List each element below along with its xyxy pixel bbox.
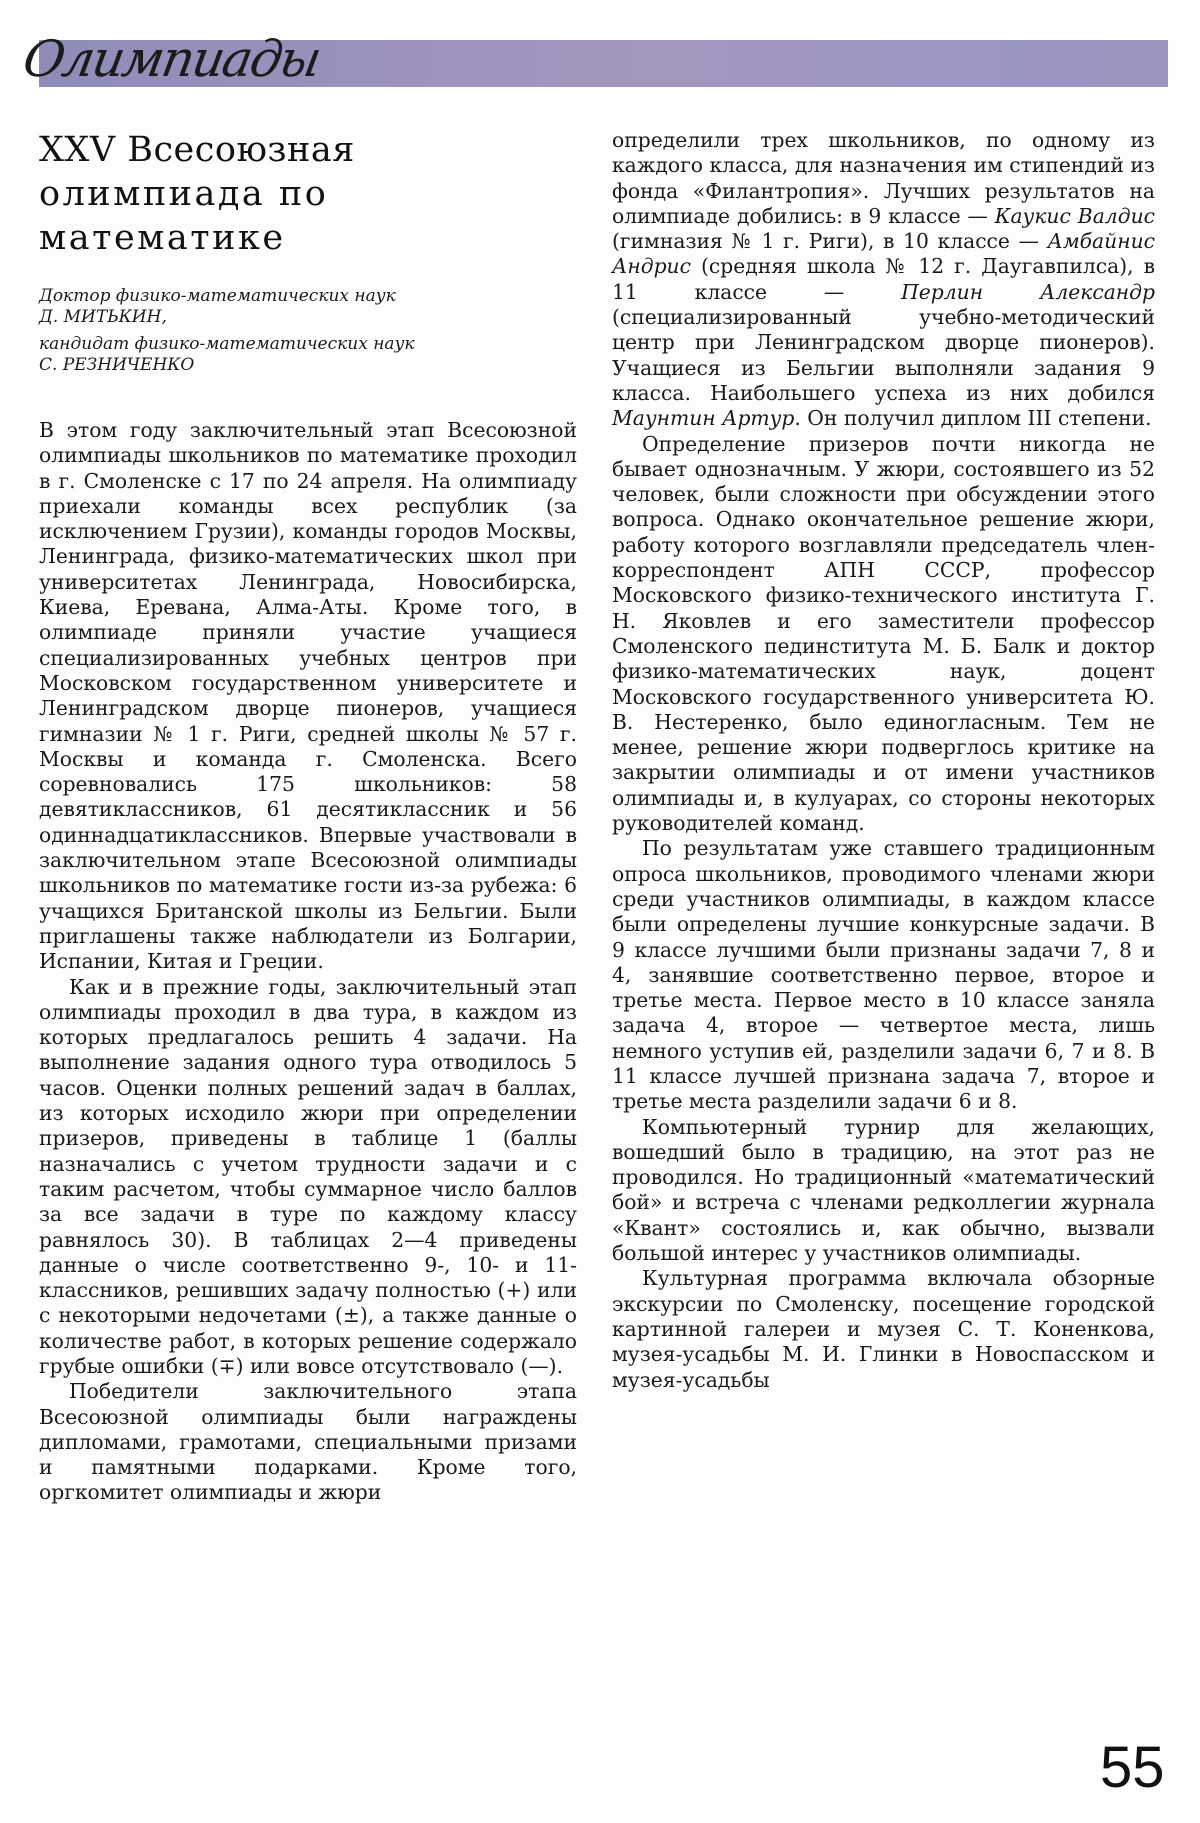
left-body-text	[39, 418, 577, 1506]
paragraph: Компьютерный турнир для желающих, вошедший было в традицию, на этот раз не проводился. Но традиционный «математический бой» и встреча с членами редколлегии журнала «Квант» состоялись и, как обычно, вызвали большой интерес у участников олимпиады.	[612, 1114, 1155, 1266]
winner-11th-grade: Перлин Александр	[901, 279, 1155, 304]
text-span: определили трех школьников, по одному из каждого класса, для назначения им стипендий из фонда «Филантропия». Лучших результатов на олимпиаде добились: в 9 классе —	[612, 128, 1155, 228]
text-span: (средняя школа № 12 г. Даугавпилса), в 11 классе —	[612, 254, 1155, 304]
winner-belgium: Маунтин Артур	[612, 406, 795, 431]
text-span: (специализированный учебно-методический центр при Ленинградском дворце пионеров). Учащиеся из Бельгии выполняли задания 9 класса. Наибольшего успеха из них добился	[612, 305, 1155, 405]
article-title-line-2: олимпиада по математике	[39, 174, 329, 258]
author-1-role: Доктор физико-математических наук	[39, 286, 396, 306]
section-rubric: Олимпиады	[18, 30, 325, 88]
paragraph: По результатам уже ставшего традиционным опроса школьников, проводимого членами жюри среди участников олимпиады, в каждом классе были определены лучшие конкурсные задачи. В 9 классе лучшими были признаны задачи 7, 8 и 4, занявшие соответственно первое, второе и третье места. Первое место в 10 классе заняла задача 4, второе — четвертое места, лишь немного уступив ей, разделили задачи 6, 7 и 8. В 11 классе лучшей признана задача 7, второе и третье места разделили задачи 6 и 8.	[612, 836, 1155, 1114]
winner-9th-grade: Каукис Валдис	[994, 203, 1155, 228]
text-span: . Он получил диплом III степени.	[794, 406, 1152, 431]
author-1-name: Д. МИТЬКИН,	[39, 307, 167, 327]
article-title	[39, 128, 577, 260]
article-title-line-1: XXV Всесоюзная	[39, 130, 355, 170]
paragraph: Как и в прежние годы, заключительный этап олимпиады проходил в два тура, в каждом из которых предлагалось решить 4 задачи. На выполнение задания одного тура отводилось 5 часов. Оценки полных решений задач в баллах, из которых исходило жюри при определении призеров, приведены в таблице 1 (баллы назначались с учетом трудности задачи и с таким расчетом, чтобы суммарное число баллов за все задачи в туре по каждому классу равнялось 30). В таблицах 2—4 приведены данные о числе соответственно 9-, 10- и 11-классников, решивших задачу полностью (+) или с некоторыми недочетами (±), а также данные о количестве работ, в которых решение содержало грубые ошибки (∓) или вовсе отсутствовало (—).	[39, 974, 577, 1378]
author-2-name: С. РЕЗНИЧЕНКО	[39, 355, 195, 375]
paragraph: Победители заключительного этапа Всесоюзной олимпиады были награждены дипломами, грамотами, специальными призами и памятными подарками. Кроме того, оргкомитет олимпиады и жюри	[39, 1379, 577, 1505]
article-authors	[39, 286, 577, 376]
author-2-role: кандидат физико-математических наук	[39, 334, 415, 354]
right-column	[612, 128, 1155, 1393]
paragraph-winners	[612, 128, 1155, 432]
paragraph: В этом году заключительный этап Всесоюзной олимпиады школьников по математике проходил в г. Смоленске с 17 по 24 апреля. На олимпиаду приехали команды всех республик (за исключением Грузии), команды городов Москвы, Ленинграда, физико-математических школ при университетах Ленинграда, Новосибирска, Киева, Еревана, Алма-Аты. Кроме того, в олимпиаде приняли участие учащиеся специализированных учебных центров при Московском государственном университете и Ленинградском дворце пионеров, учащиеся гимназии № 1 г. Риги, средней школы № 57 г. Москвы и команда г. Смоленска. Всего соревновались 175 школьников: 58 девятиклассников, 61 десятиклассник и 56 одиннадцатиклассников. Впервые участвовали в заключительном этапе Всесоюзной олимпиады школьников по математике гости из-за рубежа: 6 учащихся Британской школы из Бельгии. Были приглашены также наблюдатели из Болгарии, Испании, Китая и Греции.	[39, 418, 577, 974]
paragraph: Определение призеров почти никогда не бывает однозначным. У жюри, состоявшего из 52 человек, были сложности при обсуждении этого вопроса. Однако окончательное решение жюри, работу которого возглавляли председатель член-корреспондент АПН СССР, профессор Московского физико-технического института Г. Н. Яковлев и его заместители профессор Смоленского пединститута М. Б. Балк и доктор физико-математических наук, доцент Московского государственного университета Ю. В. Нестеренко, было единогласным. Тем не менее, решение жюри подверглось критике на закрытии олимпиады и от имени участников олимпиады и, в кулуарах, со стороны некоторых руководителей команд.	[612, 431, 1155, 836]
left-column	[39, 128, 577, 1506]
right-body-text	[612, 128, 1155, 1393]
page-number: 55	[1100, 1735, 1165, 1800]
text-span: (гимназия № 1 г. Риги), в 10 классе —	[612, 229, 1048, 254]
winner-10th-grade: Амбайнис Андрис	[612, 229, 1155, 279]
paragraph: Культурная программа включала обзорные экскурсии по Смоленску, посещение городской картинной галереи и музея С. Т. Коненкова, музея-усадьбы М. И. Глинки в Новоспасском и музея-усадьбы	[612, 1266, 1155, 1392]
